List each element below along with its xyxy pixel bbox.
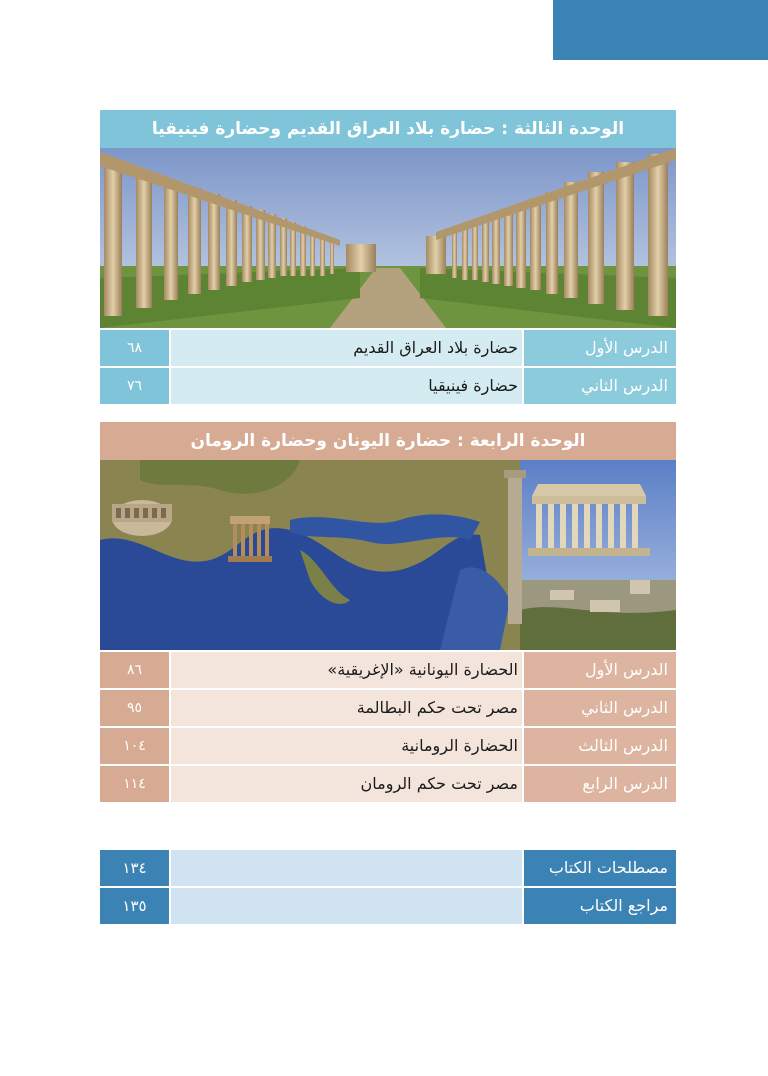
lesson-page-number: ٦٨ xyxy=(100,330,169,366)
appendix-title xyxy=(171,850,522,886)
appendix-page-number: ١٣٥ xyxy=(100,888,169,924)
lesson-title: حضارة بلاد العراق القديم xyxy=(171,330,522,366)
lesson-label: الدرس الثاني xyxy=(524,690,676,726)
lesson-row[interactable] xyxy=(100,652,676,688)
lesson-page-number: ٧٦ xyxy=(100,368,169,404)
appendix-section xyxy=(100,848,676,924)
unit-3-section xyxy=(100,110,676,404)
appendix-row[interactable] xyxy=(100,888,676,924)
lesson-row[interactable] xyxy=(100,368,676,404)
colosseum-illustration xyxy=(112,500,172,536)
lesson-title: حضارة فينيقيا xyxy=(171,368,522,404)
lesson-label: الدرس الأول xyxy=(524,652,676,688)
corner-tab xyxy=(553,0,768,60)
appendix-title xyxy=(171,888,522,924)
unit-3-header: الوحدة الثالثة : حضارة بلاد العراق القديم وحضارة فينيقيا xyxy=(100,110,676,148)
lesson-title: مصر تحت حكم الرومان xyxy=(171,766,522,802)
lesson-title: الحضارة اليونانية «الإغريقية» xyxy=(171,652,522,688)
lesson-row[interactable] xyxy=(100,690,676,726)
lesson-row[interactable] xyxy=(100,766,676,802)
mediterranean-map-photo xyxy=(100,460,676,650)
lesson-page-number: ١٠٤ xyxy=(100,728,169,764)
lesson-row[interactable] xyxy=(100,728,676,764)
appendix-row[interactable] xyxy=(100,850,676,886)
colonnade-ruins-photo xyxy=(100,148,676,328)
unit-4-section xyxy=(100,422,676,802)
lesson-page-number: ١١٤ xyxy=(100,766,169,802)
lesson-label: الدرس الثالث xyxy=(524,728,676,764)
lesson-label: الدرس الأول xyxy=(524,330,676,366)
lesson-label: الدرس الثاني xyxy=(524,368,676,404)
appendix-label: مصطلحات الكتاب xyxy=(524,850,676,886)
lesson-row[interactable] xyxy=(100,330,676,366)
appendix-label: مراجع الكتاب xyxy=(524,888,676,924)
lesson-title: الحضارة الرومانية xyxy=(171,728,522,764)
lesson-label: الدرس الرابع xyxy=(524,766,676,802)
appendix-page-number: ١٣٤ xyxy=(100,850,169,886)
lesson-title: مصر تحت حكم البطالمة xyxy=(171,690,522,726)
temple-illustration xyxy=(228,516,272,562)
unit-4-header: الوحدة الرابعة : حضارة اليونان وحضارة الرومان xyxy=(100,422,676,460)
lesson-page-number: ٩٥ xyxy=(100,690,169,726)
lesson-page-number: ٨٦ xyxy=(100,652,169,688)
